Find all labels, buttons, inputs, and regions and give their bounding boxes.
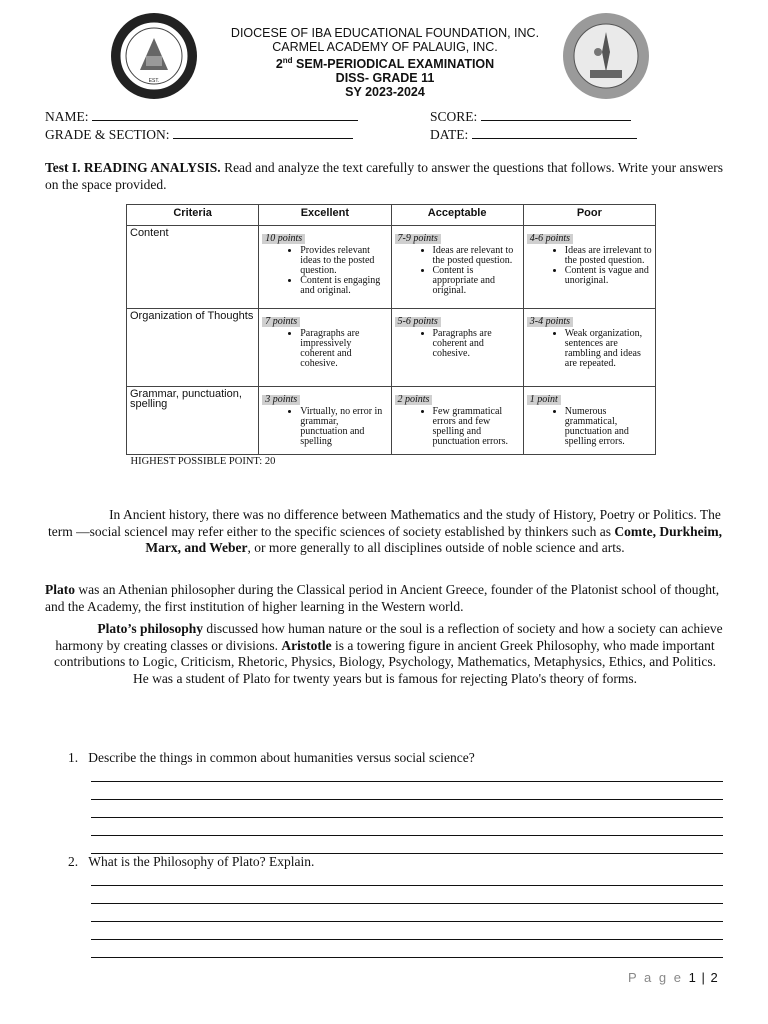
grade-section-field[interactable] [45,126,353,143]
rubric-cell: 1 point • Numerous grammatical, punctuation and spelling errors. [523,387,655,455]
date-field[interactable] [430,126,637,143]
page-footer [628,970,718,985]
date-line[interactable] [472,126,637,139]
name-line[interactable] [92,108,358,121]
test-title: Test I. READING ANALYSIS. [45,160,221,175]
question-number: 1. [68,750,79,765]
answer-line[interactable] [91,836,723,854]
rubric-cell: 3-4 points • Weak organization, sentences are rambling and ideas are repeated. [523,309,655,387]
criteria-cell: Organization of Thoughts [127,309,259,387]
name-field[interactable] [45,108,358,125]
page-number: 1 [688,970,696,985]
question-text: Describe the things in common about humanities versus social science? [88,750,475,765]
header-diocese: DIOCESE OF IBA EDUCATIONAL FOUNDATION, INC. [230,26,540,40]
grade-section-line[interactable] [173,126,353,139]
rubric-footnote: HIGHEST POSSIBLE POINT: 20 [130,456,276,467]
header-exam: 2nd SEM-PERIODICAL EXAMINATION [275,56,495,72]
question-text: What is the Philosophy of Plato? Explain. [88,854,315,869]
rubric-cell: 4-6 points • Ideas are irrelevant to the posted question. • Content is vague and unoriginal. [523,226,655,309]
rubric-cell: 3 points • Virtually, no error in grammar, punctuation and spelling [259,387,391,455]
grade-section-label: GRADE & SECTION: [45,127,170,142]
answer-lines-1[interactable] [91,764,723,854]
rubric-cell: 5-6 points • Paragraphs are coherent and cohesive. [391,309,523,387]
rubric-header-row [127,205,656,226]
answer-lines-2[interactable] [91,868,723,958]
answer-line[interactable] [91,782,723,800]
svg-text:EST.: EST. [148,78,160,84]
passage-paragraph-2: Plato was an Athenian philosopher during the Classical period in Ancient Greece, founder of the Platonist school of thought, and the Academy, the first institution of higher learning in the Western world. [45,582,720,614]
answer-line[interactable] [91,764,723,782]
score-field[interactable] [430,108,631,125]
answer-line[interactable] [91,886,723,904]
rubric-row-grammar [127,387,656,455]
score-label: SCORE: [430,109,478,124]
page-total: 2 [710,970,718,985]
passage-paragraph-1: In Ancient history, there was no difference between Mathematics and the study of History, Poetry or Politics. The term —social science‖ may refer either to the specific sciences of society established by thinkers such as Comte, Durkheim, Marx, and Weber, or more generally to all disciplines outside of noble science and arts. [47,507,723,555]
page-separator: | [701,970,705,985]
answer-line[interactable] [91,940,723,958]
rubric-header: Criteria [127,205,259,226]
header-school: CARMEL ACADEMY OF PALAUIG, INC. [272,40,498,54]
score-line[interactable] [481,108,631,121]
answer-line[interactable] [91,904,723,922]
rubric-cell: 10 points • Provides relevant ideas to the posted question. • Content is engaging and original. [259,226,391,309]
answer-line[interactable] [91,800,723,818]
criteria-cell: Grammar, punctuation, spelling [127,387,259,455]
rubric-header: Poor [523,205,655,226]
page-label: P a g e [628,970,683,985]
rubric-row-content [127,226,656,309]
header-school-year: SY 2023-2024 [345,85,425,100]
header-block [180,26,590,99]
rubric-row-organization [127,309,656,387]
answer-line[interactable] [91,818,723,836]
rubric-header: Acceptable [391,205,523,226]
passage-paragraph-3: Plato’s philosophy discussed how human nature or the soul is a reflection of society and how a society can achieve harmony by creating classes or divisions. Aristotle is a towering figure in ancient Greek Philosophy, who made important contributions to Logic, Criticism, Rhetoric, Physics, Biology, Psychology, Mathematics, Metaphysics, Ethics, and Politics. He was a student of Plato for twenty years but is famous for rejecting Plato's theory of forms. [54,621,723,686]
name-label: NAME: [45,109,89,124]
date-label: DATE: [430,127,469,142]
answer-line[interactable] [91,868,723,886]
rubric-table [126,204,656,468]
foundation-seal-right [562,12,650,100]
question-number: 2. [68,854,79,869]
rubric-cell: 7 points • Paragraphs are impressively coherent and cohesive. [259,309,391,387]
rubric-cell: 2 points • Few grammatical errors and few spelling and punctuation errors. [391,387,523,455]
rubric-header: Excellent [259,205,391,226]
header-subject: DISS- GRADE 11 [335,71,435,86]
rubric-cell: 7-9 points • Ideas are relevant to the posted question. • Content is appropriate and original. [391,226,523,309]
test-instructions: Test I. READING ANALYSIS. Read and analyze the text carefully to answer the questions that follows. Write your answers on the space provided. [45,160,723,192]
criteria-cell: Content [127,226,259,309]
rubric-footnote-row [127,455,656,469]
answer-line[interactable] [91,922,723,940]
